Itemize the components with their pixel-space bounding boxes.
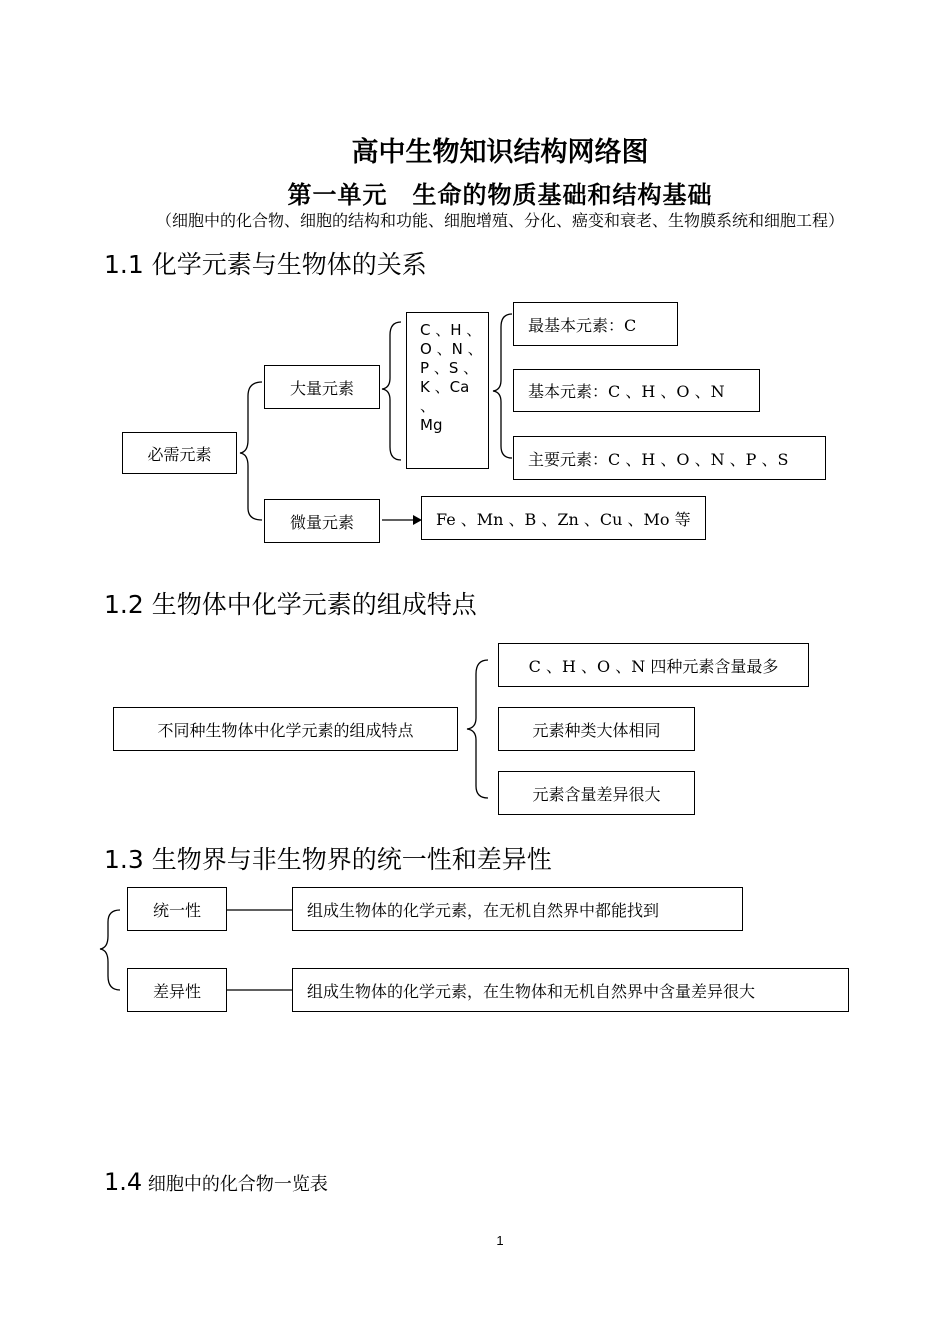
composition-item-box: C 、H 、O 、N 四种元素含量最多 (498, 643, 809, 687)
macro-element-line: O 、N 、 (420, 340, 483, 358)
composition-item-box: 元素含量差异很大 (498, 771, 695, 815)
macro-elements-box: 大量元素 (264, 365, 380, 409)
section-1-4-number: 1.4 (104, 1168, 143, 1196)
composition-item-box: 元素种类大体相同 (498, 707, 695, 751)
basic-elements-box: 基本元素：C 、H 、O 、N (513, 369, 760, 412)
micro-element-list-box: Fe 、Mn 、B 、Zn 、Cu 、Mo 等 (421, 496, 706, 540)
composition-features-box: 不同种生物体中化学元素的组成特点 (113, 707, 458, 751)
macro-element-line: 、 (420, 397, 436, 415)
main-elements-box: 主要元素：C 、H 、O 、N 、P 、S (513, 436, 826, 480)
section-1-1-heading (104, 245, 427, 281)
unity-box: 统一性 (127, 887, 227, 931)
section-1-2-title: 生物体中化学元素的组成特点 (151, 590, 477, 619)
macro-element-line: K 、Ca (420, 378, 470, 396)
page-title: 高中生物知识结构网络图 (351, 137, 649, 168)
difference-box: 差异性 (127, 968, 227, 1012)
essential-elements-box: 必需元素 (122, 432, 237, 474)
section-1-2-number: 1.2 (104, 590, 144, 619)
macro-element-list-box (406, 312, 489, 469)
macro-element-line: C 、H 、 (420, 321, 482, 339)
section-1-4-title: 细胞中的化合物一览表 (147, 1174, 328, 1195)
unit-note: （细胞中的化合物、细胞的结构和功能、细胞增殖、分化、癌变和衰老、生物膜系统和细胞工程） (155, 211, 844, 230)
brace-essential-elements (240, 382, 262, 520)
macro-element-line: P 、S 、 (420, 359, 479, 377)
brace-unity-difference (100, 910, 120, 990)
micro-elements-box: 微量元素 (264, 499, 380, 543)
brace-composition (467, 660, 488, 798)
section-1-3-title: 生物界与非生物界的统一性和差异性 (151, 845, 552, 874)
page-number: 1 (496, 1233, 504, 1248)
section-1-3-number: 1.3 (104, 845, 144, 874)
section-1-4-heading (104, 1168, 328, 1196)
macro-element-line: Mg (420, 416, 443, 434)
unit-title: 第一单元 生命的物质基础和结构基础 (287, 180, 713, 209)
section-1-1-title: 化学元素与生物体的关系 (151, 250, 427, 279)
brace-element-categories (493, 314, 512, 458)
section-1-2-heading (104, 585, 477, 621)
unity-description-box: 组成生物体的化学元素，在无机自然界中都能找到 (292, 887, 743, 931)
most-basic-element-box: 最基本元素：C (513, 302, 678, 346)
section-1-3-heading (104, 840, 552, 876)
brace-macro-elements (382, 322, 401, 460)
difference-description-box: 组成生物体的化学元素，在生物体和无机自然界中含量差异很大 (292, 968, 849, 1012)
section-1-1-number: 1.1 (104, 250, 144, 279)
